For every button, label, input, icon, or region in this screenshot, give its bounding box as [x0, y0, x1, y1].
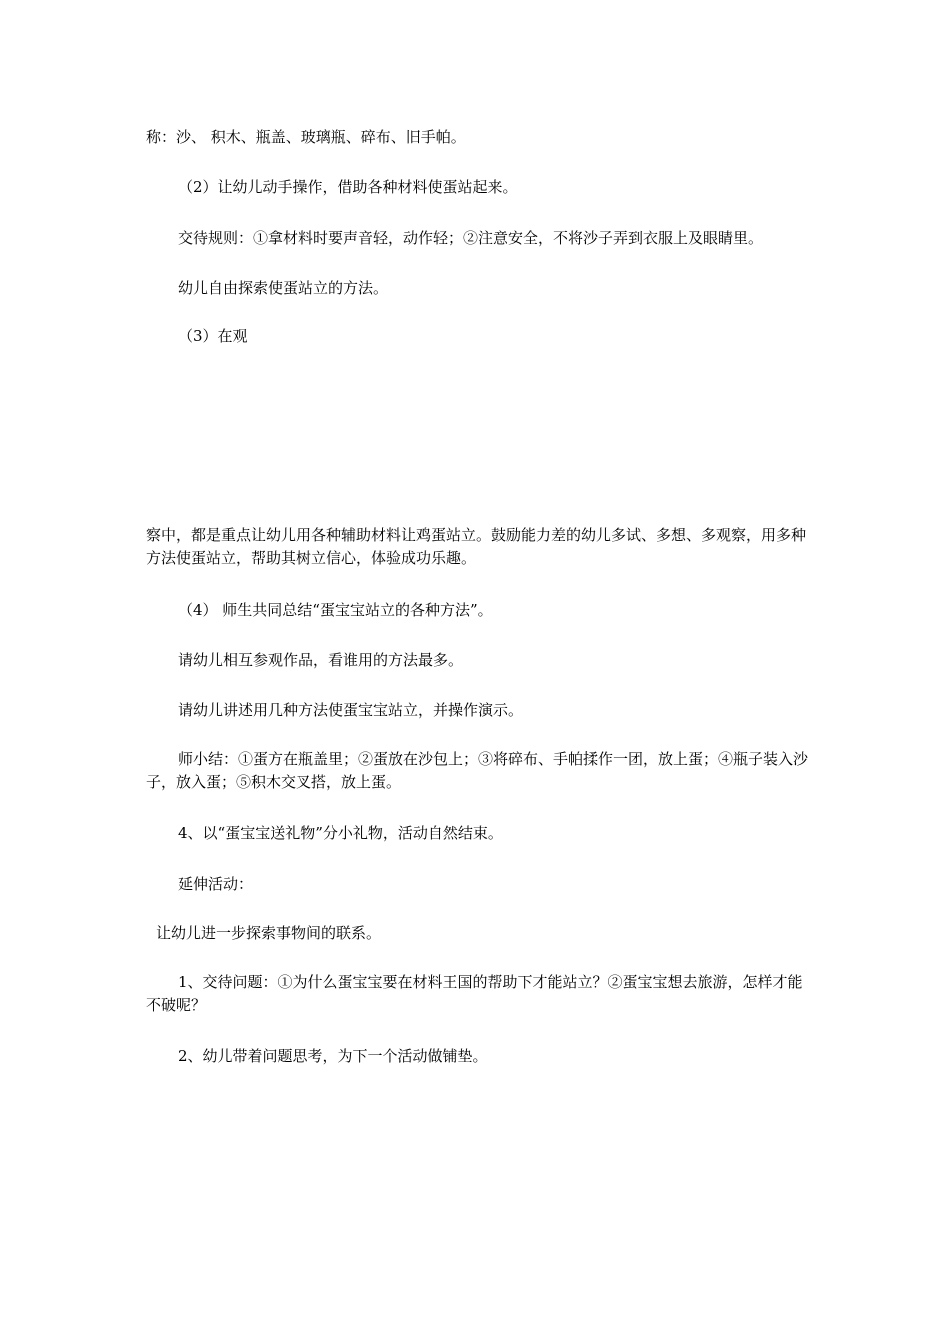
- paragraph-materials-list: 称：沙、 积木、瓶盖、玻璃瓶、碎布、旧手帕。: [146, 128, 466, 146]
- paragraph-step-4: （4） 师生共同总结“蛋宝宝站立的各种方法”。: [178, 601, 493, 619]
- paragraph-free-explore: 幼儿自由探索使蛋站立的方法。: [178, 279, 389, 297]
- paragraph-step-2: （2）让幼儿动手操作，借助各种材料使蛋站起来。: [178, 178, 518, 196]
- paragraph-extension-heading: 延伸活动：: [178, 875, 254, 893]
- paragraph-step-4-gift: 4、以“蛋宝宝送礼物”分小礼物，活动自然结束。: [178, 824, 503, 842]
- paragraph-extension-intro: 让幼儿进一步探索事物间的联系。: [156, 924, 382, 942]
- paragraph-step-3-start: （3）在观: [178, 327, 248, 345]
- paragraph-question-1: 1、交待问题：①为什么蛋宝宝要在材料王国的帮助下才能站立？②蛋宝宝想去旅游，怎样才能不破呢？: [146, 973, 803, 1014]
- paragraph-step-3-continued: 察中，都是重点让幼儿用各种辅助材料让鸡蛋站立。鼓励能力差的幼儿多试、多想、多观察，用多种方法使蛋站立，帮助其树立信心，体验成功乐趣。: [146, 526, 807, 567]
- paragraph-rules: 交待规则：①拿材料时要声音轻，动作轻；②注意安全，不将沙子弄到衣服上及眼睛里。: [178, 229, 764, 247]
- paragraph-view-works: 请幼儿相互参观作品，看谁用的方法最多。: [178, 651, 464, 669]
- paragraph-teacher-summary: 师小结：①蛋方在瓶盖里；②蛋放在沙包上；③将碎布、手帕揉作一团，放上蛋；④瓶子装入沙子，放入蛋；⑤积木交叉搭，放上蛋。: [146, 750, 809, 791]
- paragraph-question-2: 2、幼儿带着问题思考，为下一个活动做铺垫。: [178, 1047, 488, 1065]
- paragraph-describe-methods: 请幼儿讲述用几种方法使蛋宝宝站立，并操作演示。: [178, 701, 524, 719]
